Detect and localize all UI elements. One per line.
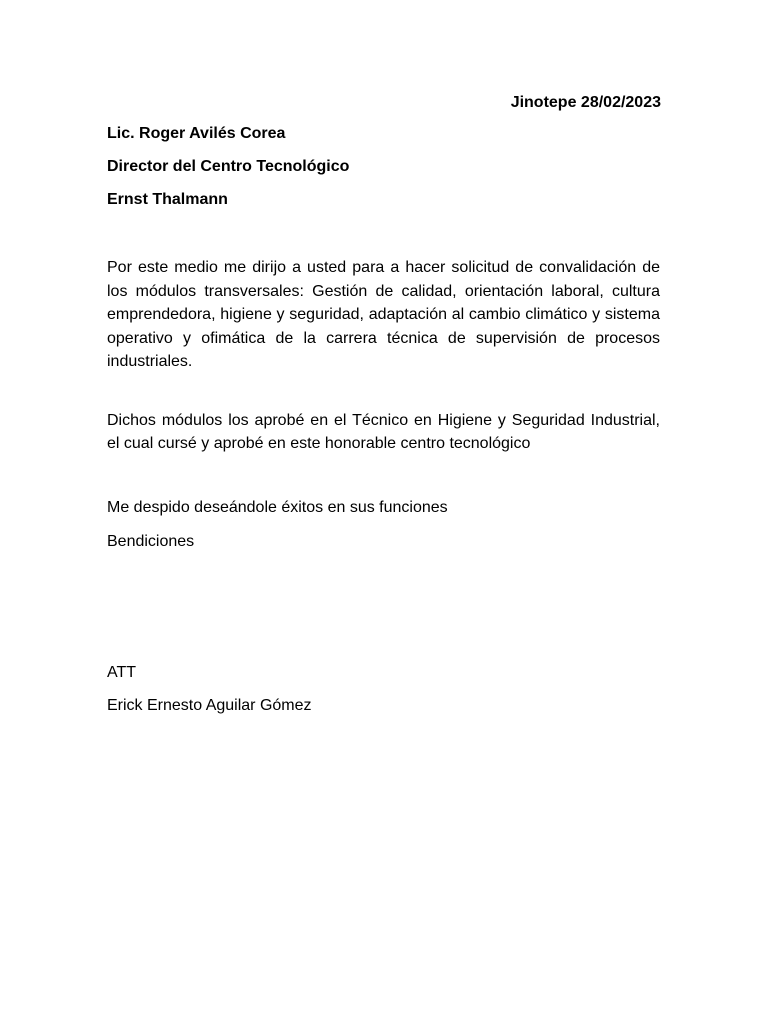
body-paragraph-1: Por este medio me dirijo a usted para a hacer solicitud de convalidación de los módulos transversales: Gestión de calidad, orientación laboral, cultura emprendedora, higiene y seguridad, adaptación al cambio climático y sistema operativo y ofimática de la carrera técnica de supervisión de procesos industriales. (107, 259, 660, 370)
recipient-title: Director del Centro Tecnológico (107, 158, 350, 175)
signature-name: Erick Ernesto Aguilar Gómez (107, 697, 312, 714)
date-line: Jinotepe 28/02/2023 (510, 94, 661, 111)
signature-att: ATT (107, 664, 137, 681)
body-paragraph-2: Dichos módulos los aprobé en el Técnico en Higiene y Seguridad Industrial, el cual cursé y aprobé en este honorable centro tecnológico (107, 412, 660, 452)
closing-farewell: Me despido deseándole éxitos en sus funciones (107, 499, 448, 516)
recipient-institution: Ernst Thalmann (107, 191, 228, 208)
recipient-name: Lic. Roger Avilés Corea (107, 125, 286, 142)
closing-blessing: Bendiciones (107, 533, 195, 550)
